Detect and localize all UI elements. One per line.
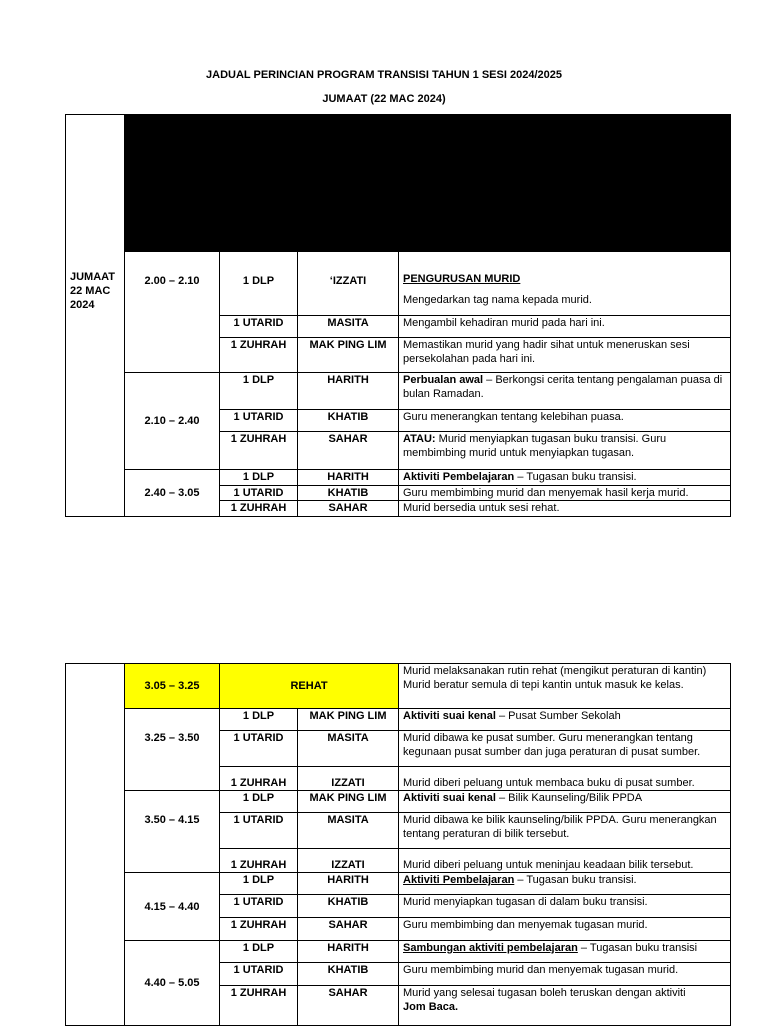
activity-bold: Aktiviti Pembelajaran: [403, 874, 515, 886]
teacher-name: SAHAR: [298, 501, 399, 517]
activity-bold: Aktiviti suai kenal: [403, 710, 496, 722]
rehat-label: REHAT: [220, 664, 399, 709]
time-slot: 2.10 – 2.40: [125, 373, 220, 470]
teacher-name: HARITH: [298, 873, 399, 895]
teacher-name: KHATIB: [298, 486, 399, 501]
activity-text: – Tugasan buku transisi: [577, 942, 698, 954]
teacher-name: MAK PING LIM: [298, 338, 399, 373]
activity-text: Murid diberi peluang untuk membaca buku di pusat sumber.: [399, 767, 731, 791]
document-subtitle: JUMAAT (22 MAC 2024): [322, 93, 446, 105]
day-label-line3: 2024: [70, 299, 95, 311]
activity-text: – Tugasan buku transisi.: [514, 874, 637, 886]
teacher-name: SAHAR: [298, 986, 399, 1026]
activity-text: – Tugasan buku transisi.: [514, 471, 637, 483]
teacher-name: HARITH: [298, 373, 399, 410]
teacher-name: KHATIB: [298, 410, 399, 432]
class-name: 1 UTARID: [220, 486, 298, 501]
class-name: 1 ZUHRAH: [220, 338, 298, 373]
teacher-name: SAHAR: [298, 432, 399, 470]
class-name: 1 UTARID: [220, 895, 298, 918]
class-name: 1 DLP: [220, 373, 298, 410]
activity-bold: Perbualan awal: [403, 374, 484, 386]
teacher-name: ‘IZZATI: [298, 252, 399, 316]
class-name: 1 DLP: [220, 791, 298, 813]
activity-text: Mengedarkan tag nama kepada murid.: [403, 294, 592, 306]
activity-text: Murid diberi peluang untuk meninjau keadaan bilik tersebut.: [399, 849, 731, 873]
class-name: 1 ZUHRAH: [220, 849, 298, 873]
class-name: 1 DLP: [220, 941, 298, 963]
activity-text: Guru membimbing murid dan menyemak hasil kerja murid.: [399, 486, 731, 501]
activity-text: Murid menyiapkan tugasan di dalam buku transisi.: [399, 895, 731, 918]
day-label-line1: JUMAAT: [70, 271, 116, 283]
teacher-name: IZZATI: [298, 767, 399, 791]
class-name: 1 UTARID: [220, 731, 298, 767]
class-name: 1 UTARID: [220, 963, 298, 986]
activity-bold: Jom Baca.: [403, 1001, 459, 1013]
class-name: 1 ZUHRAH: [220, 986, 298, 1026]
day-cell: [66, 115, 125, 517]
time-slot-rehat: 3.05 – 3.25: [125, 664, 220, 709]
class-name: 1 ZUHRAH: [220, 918, 298, 941]
class-name: 1 ZUHRAH: [220, 501, 298, 517]
time-slot: 2.40 – 3.05: [125, 470, 220, 517]
activity-cell: [399, 986, 731, 1026]
time-slot: 2.00 – 2.10: [125, 252, 220, 373]
class-name: 1 ZUHRAH: [220, 767, 298, 791]
teacher-name: KHATIB: [298, 963, 399, 986]
time-slot: 4.15 – 4.40: [125, 873, 220, 941]
activity-text: Murid menyiapkan tugasan buku transisi. Guru membimbing murid untuk menyiapkan tugasan.: [403, 433, 667, 459]
teacher-name: MASITA: [298, 731, 399, 767]
class-name: 1 DLP: [220, 470, 298, 486]
teacher-name: SAHAR: [298, 918, 399, 941]
activity-text: Murid beratur semula di tepi kantin untuk masuk ke kelas.: [403, 679, 684, 691]
teacher-name: HARITH: [298, 941, 399, 963]
activity-cell: [399, 664, 731, 709]
activity-heading: PENGURUSAN MURID: [403, 273, 521, 285]
activity-cell: [399, 709, 731, 731]
activity-text: Memastikan murid yang hadir sihat untuk meneruskan sesi persekolahan pada hari ini.: [399, 338, 731, 373]
class-name: 1 UTARID: [220, 316, 298, 338]
teacher-name: MAK PING LIM: [298, 791, 399, 813]
teacher-name: HARITH: [298, 470, 399, 486]
activity-cell: [399, 470, 731, 486]
teacher-name: MASITA: [298, 316, 399, 338]
schedule-table-1: [65, 114, 731, 517]
class-name: 1 DLP: [220, 252, 298, 316]
activity-cell: [399, 373, 731, 410]
activity-bold: Aktiviti Pembelajaran: [403, 471, 515, 483]
activity-cell: [399, 432, 731, 470]
activity-cell: [399, 252, 731, 316]
activity-text: Guru membimbing dan menyemak tugasan murid.: [399, 918, 731, 941]
redacted-header-block: [125, 115, 731, 252]
activity-text: Murid dibawa ke bilik kaunseling/bilik PPDA. Guru menerangkan tentang peraturan di bilik tersebut.: [399, 813, 731, 849]
activity-text: Murid bersedia untuk sesi rehat.: [399, 501, 731, 517]
activity-cell: [399, 873, 731, 895]
activity-text: Guru menerangkan tentang kelebihan puasa.: [399, 410, 731, 432]
teacher-name: KHATIB: [298, 895, 399, 918]
day-label-line2: 22 MAC: [70, 285, 111, 297]
document-title: JADUAL PERINCIAN PROGRAM TRANSISI TAHUN 1 SESI 2024/2025: [206, 69, 562, 81]
activity-text: Guru membimbing murid dan menyemak tugasan murid.: [399, 963, 731, 986]
class-name: 1 UTARID: [220, 813, 298, 849]
class-name: 1 ZUHRAH: [220, 432, 298, 470]
activity-text: Murid dibawa ke pusat sumber. Guru menerangkan tentang kegunaan pusat sumber dan juga peraturan di pusat sumber.: [399, 731, 731, 767]
class-name: 1 UTARID: [220, 410, 298, 432]
activity-cell: [399, 791, 731, 813]
activity-bold: Aktiviti suai kenal: [403, 792, 496, 804]
activity-text: Murid melaksanakan rutin rehat (mengikut peraturan di kantin): [403, 665, 707, 677]
activity-bold: ATAU:: [403, 433, 436, 445]
activity-bold: Sambungan aktiviti pembelajaran: [403, 942, 578, 954]
activity-text: – Berkongsi cerita tentang pengalaman puasa di bulan Ramadan.: [403, 374, 723, 400]
class-name: 1 DLP: [220, 709, 298, 731]
time-slot: 4.40 – 5.05: [125, 941, 220, 1026]
teacher-name: IZZATI: [298, 849, 399, 873]
day-cell-continued: [66, 664, 125, 1026]
teacher-name: MAK PING LIM: [298, 709, 399, 731]
schedule-table-2: [65, 663, 731, 1026]
activity-text: – Pusat Sumber Sekolah: [495, 710, 621, 722]
activity-text: Mengambil kehadiran murid pada hari ini.: [399, 316, 731, 338]
time-slot: 3.25 – 3.50: [125, 709, 220, 791]
class-name: 1 DLP: [220, 873, 298, 895]
activity-text: Murid yang selesai tugasan boleh teruskan dengan aktiviti: [403, 987, 686, 999]
time-slot: 3.50 – 4.15: [125, 791, 220, 873]
teacher-name: MASITA: [298, 813, 399, 849]
activity-text: – Bilik Kaunseling/Bilik PPDA: [495, 792, 643, 804]
activity-cell: [399, 941, 731, 963]
